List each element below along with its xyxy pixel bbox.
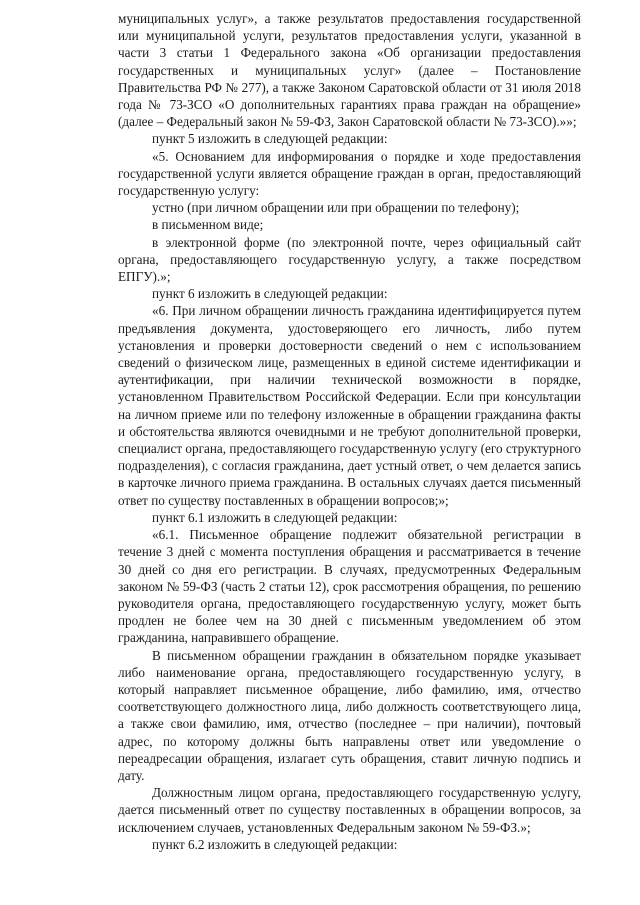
paragraph-electronic: в электронной форме (по электронной почте, через официальный сайт органа, предоставляющего государственную услугу, а также посредством ЕПГУ).»; — [118, 234, 581, 285]
paragraph-item-6-heading: пункт 6 изложить в следующей редакции: — [152, 286, 388, 302]
paragraph-item-6-1: «6.1. Письменное обращение подлежит обязательной регистрации в течение 3 дней с момента поступления обращения и рассматривается в течение 30 дней со дня его регистрации. В случаях, предусмотренных Федеральным законом № 59-ФЗ (часть 2 статьи 12), срок рассмотрения обращения, по решению руководителя органа, предоставляющего государственную услугу, может быть продлен не более чем на 30 дней с письменным уведомлением об этом гражданина, направившего обращение. — [118, 527, 581, 646]
paragraph-item-6-1-heading: пункт 6.1 изложить в следующей редакции: — [152, 509, 398, 525]
paragraph-item-5-heading: пункт 5 изложить в следующей редакции: — [152, 131, 388, 147]
paragraph-oral: устно (при личном обращении или при обращении по телефону); — [152, 200, 520, 216]
paragraph-item-6-2-heading: пункт 6.2 изложить в следующей редакции: — [152, 836, 398, 852]
paragraph-item-5: «5. Основанием для информирования о порядке и ходе предоставления государственной услуги является обращение граждан в орган, предоставляющий государственную услугу: — [118, 148, 581, 199]
paragraph-official-answer: Должностным лицом органа, предоставляющего государственную услугу, дается письменный ответ по существу поставленных в обращении вопросов, за исключением случаев, установленных Федеральным законом № 59-ФЗ.»; — [118, 785, 581, 835]
paragraph-continuation: муниципальных услуг», а также результатов предоставления государственной или муниципальной услуги, результатов предоставления услуги, указанной в части 3 статьи 1 Федерального закона «Об организации предоставления государственных и муниципальных услуг» (далее – Постановление Правительства РФ № 277), а также Законом Саратовской области от 31 июля 2018 года № 73-ЗСО «О дополнительных гарантиях права граждан на обращение» (далее – Федеральный закон № 59-ФЗ, Закон Саратовской области № 73-ЗСО).»»; — [118, 11, 581, 130]
paragraph-item-6: «6. При личном обращении личность гражданина идентифицируется путем предъявления документа, удостоверяющего его личность, либо путем установления и проверки достоверности сведений о нем с использованием сведений о физическом лице, размещенных в единой системе идентификации и аутентификации, при наличии технической возможности в порядке, установленном Правительством Российской Федерации. Если при консультации на личном приеме или по телефону изложенные в обращении гражданина факты и обстоятельства являются очевидными и не требуют дополнительной проверки, специалист органа, предоставляющего государственную услугу (его структурного подразделения), с согласия гражданина, дает устный ответ, о чем делается запись в карточке личного приема гражданина. В остальных случаях дается письменный ответ по существу поставленных в обращении вопросов;»; — [118, 303, 581, 508]
paragraph-written: в письменном виде; — [152, 217, 264, 233]
paragraph-written-requirements: В письменном обращении гражданин в обязательном порядке указывает либо наименование органа, предоставляющего государственную услугу, в который направляет письменное обращение, либо фамилию, имя, отчество соответствующего должностного лица, либо должность соответствующего лица, а также свои фамилию, имя, отчество (последнее – при наличии), почтовый адрес, по которому должны быть направлены ответ или уведомление о переадресации обращения, излагает суть обращения, ставит личную подпись и дату. — [118, 647, 581, 783]
document-body — [118, 10, 581, 853]
